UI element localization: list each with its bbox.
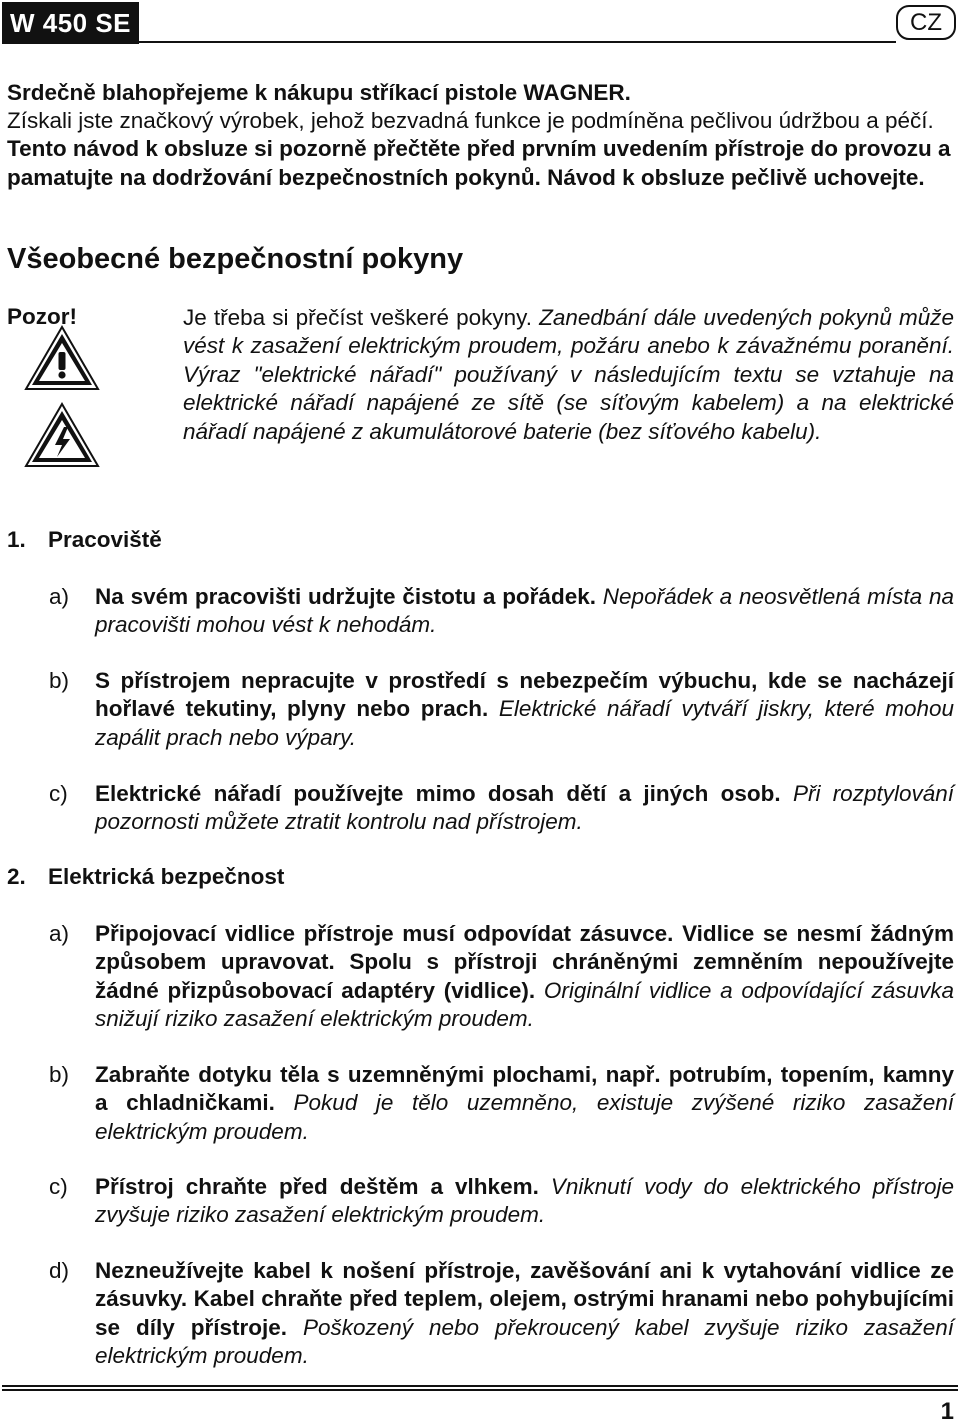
warning-italic: Zanedbání dále uvedených pokynů může vést k zasažení elektrickým proudem, požáru anebo k závažnému poranění. bbox=[183, 305, 954, 359]
item-marker: c) bbox=[49, 1174, 68, 1199]
warning-label: Pozor! bbox=[7, 304, 77, 329]
electric-shock-icon bbox=[24, 402, 100, 468]
section-heading-workplace bbox=[7, 527, 162, 553]
list-item bbox=[7, 780, 954, 837]
intro-instructions: Tento návod k obsluze si pozorně přečtěte před prvním uvedením přístroje do provozu a pamatujte na dodržování bezpečnostních pokynů. Návod k obsluze pečlivě uchovejte. bbox=[7, 136, 951, 190]
list-item bbox=[7, 1061, 954, 1146]
footer-rule bbox=[2, 1385, 958, 1391]
list-item bbox=[7, 920, 954, 1033]
warning-lead: Je třeba si přečíst veškeré pokyny. bbox=[183, 305, 532, 330]
item-bold-text: Na svém pracovišti udržujte čistotu a pořádek. bbox=[95, 584, 596, 609]
section-number: 2. bbox=[7, 864, 26, 889]
item-marker: d) bbox=[49, 1258, 70, 1283]
item-bold-text: Nezneužívejte kabel k nošení přístroje, zavěšování ani k vytahování vidlice ze zásuvky. Kabel chraňte před teplem, olejem, ostrými hranami nebo pohybujícími se díly přístroje. bbox=[95, 1258, 954, 1340]
list-item bbox=[7, 1257, 954, 1370]
item-italic-text: Vniknutí vody do elektrického přístroje zvyšuje riziko zasažení elektrickým proudem. bbox=[95, 1174, 954, 1228]
list-item bbox=[7, 1173, 954, 1230]
item-italic-text: Poškozený nebo překroucený kabel zvyšuje riziko zasažení elektrickým proudem. bbox=[95, 1314, 955, 1368]
safety-title: Všeobecné bezpečnostní pokyny bbox=[7, 243, 464, 275]
item-bold-text: S přístrojem nepracujte v prostředí s nebezpečím výbuchu, kde se nacházejí hořlavé tekutiny, plyny nebo prach. bbox=[95, 668, 954, 722]
warning-definition: Výraz "elektrické nářadí" používaný v následujícím textu se vztahuje na elektrické nářadí napájené ze sítě (se síťovým kabelem) a na elektrické nářadí napájené z akumulátorové baterie (bez síťového kabelu). bbox=[183, 361, 954, 444]
language-badge: CZ bbox=[896, 5, 956, 40]
item-italic-text: Elektrické nářadí vytváří jiskry, které mohou zapálit prach nebo výpary. bbox=[95, 696, 954, 750]
header-rule bbox=[139, 41, 896, 43]
list-item bbox=[7, 667, 954, 752]
section-title: Elektrická bezpečnost bbox=[48, 864, 285, 889]
section-title: Pracoviště bbox=[48, 527, 162, 552]
general-warning-icon bbox=[24, 325, 100, 391]
intro-text: Získali jste značkový výrobek, jehož bezvadná funkce je podmíněna pečlivou údržbou a péčí. bbox=[7, 108, 934, 134]
item-marker: a) bbox=[49, 921, 70, 946]
list-item bbox=[7, 583, 954, 640]
item-italic-text: Při rozptylování pozornosti můžete ztratit kontrolu nad přístrojem. bbox=[95, 781, 954, 835]
model-label: W 450 SE bbox=[2, 2, 139, 44]
item-italic-text: Pokud je tělo uzemněno, existuje zvýšené riziko zasažení elektrickým proudem. bbox=[95, 1090, 954, 1144]
item-bold-text: Zabraňte dotyku těla s uzemněnými plochami, např. potrubím, topením, kamny a chladničkami. bbox=[95, 1062, 954, 1116]
page-number: 1 bbox=[940, 1398, 954, 1425]
item-italic-text: Originální vidlice a odpovídající zásuvka snižují riziko zasažení elektrickým proudem. bbox=[95, 977, 954, 1031]
warning-text bbox=[183, 304, 954, 446]
section-heading-electrical bbox=[7, 864, 284, 890]
item-marker: b) bbox=[49, 1062, 70, 1087]
item-marker: a) bbox=[49, 584, 70, 609]
intro-paragraph bbox=[7, 79, 952, 192]
intro-congrats: Srdečně blahopřejeme k nákupu stříkací pistole WAGNER. bbox=[7, 80, 631, 105]
item-bold-text: Přístroj chraňte před deštěm a vlhkem. bbox=[95, 1174, 539, 1199]
item-marker: c) bbox=[49, 781, 68, 806]
item-italic-text: Nepořádek a neosvětlená místa na pracovišti mohou vést k nehodám. bbox=[95, 584, 954, 638]
item-marker: b) bbox=[49, 668, 70, 693]
section-number: 1. bbox=[7, 527, 26, 552]
item-bold-text: Připojovací vidlice přístroje musí odpovídat zásuvce. Vidlice se nesmí žádným způsobem upravovat. Spolu s přístroji chráněnými zemněním nepoužívejte žádné přizpůsobovací adaptéry (vidlice). bbox=[95, 921, 954, 1003]
item-bold-text: Elektrické nářadí používejte mimo dosah dětí a jiných osob. bbox=[95, 781, 781, 806]
